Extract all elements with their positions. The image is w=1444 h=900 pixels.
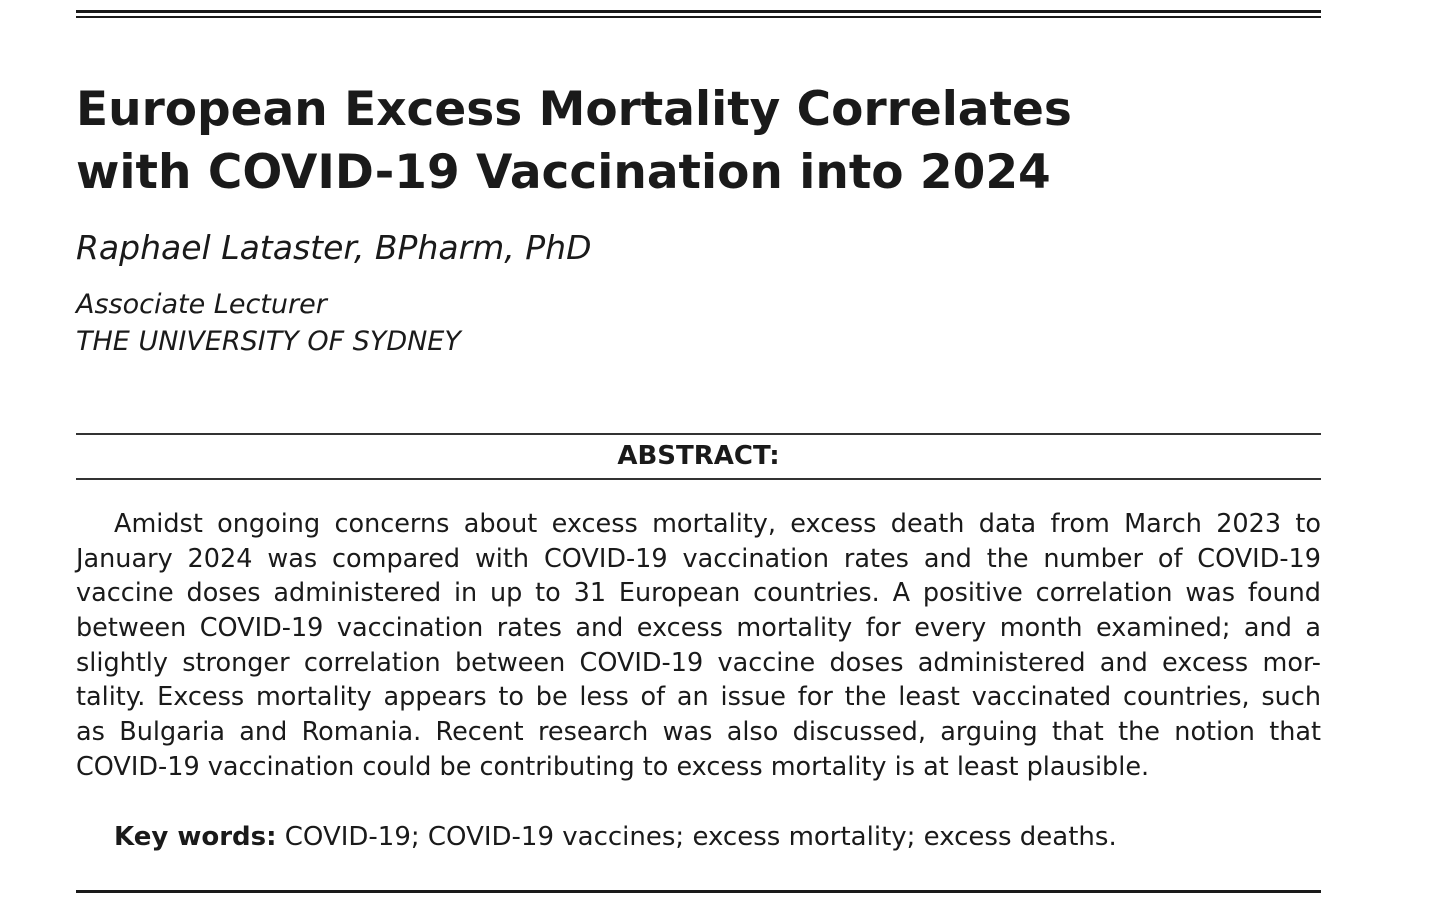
paper-title-line-2: with COVID-19 Vaccination into 2024 <box>76 145 1051 200</box>
abstract-heading: ABSTRACT: <box>617 441 780 471</box>
keywords <box>114 819 1117 855</box>
author-affiliation <box>76 286 461 360</box>
abstract-line: January 2024 was compared with COVID-19 vaccination rates and the number of COVID-19 <box>76 543 1321 574</box>
top-double-rule <box>76 10 1321 18</box>
affiliation-institution: THE UNIVERSITY OF SYDNEY <box>76 326 461 357</box>
abstract-body <box>76 507 1321 785</box>
abstract-line: Amidst ongoing concerns about excess mortality, excess death data from March 2023 to <box>114 509 1321 539</box>
paper-title <box>76 78 1321 204</box>
keywords-text: COVID-19; COVID-19 vaccines; excess mortality; excess deaths. <box>276 822 1117 852</box>
abstract-top-rule <box>76 433 1321 435</box>
abstract-line: vaccine doses administered in up to 31 European countries. A positive correlation was found <box>76 578 1321 609</box>
abstract-line: tality. Excess mortality appears to be less of an issue for the least vaccinated countries, such <box>76 682 1321 713</box>
abstract-line: slightly stronger correlation between COVID-19 vaccine doses administered and excess mor- <box>76 647 1321 678</box>
paper-page <box>76 0 1321 900</box>
abstract-line: as Bulgaria and Romania. Recent research was also discussed, arguing that the notion that <box>76 717 1321 748</box>
affiliation-position: Associate Lecturer <box>76 289 327 320</box>
paper-title-line-1: European Excess Mortality Correlates <box>76 82 1072 137</box>
abstract-line: COVID-19 vaccination could be contributing to excess mortality is at least plausible. <box>76 751 1150 782</box>
abstract-line: between COVID-19 vaccination rates and excess mortality for every month examined; and a <box>76 613 1321 644</box>
bottom-rule <box>76 890 1321 893</box>
author-name: Raphael Lataster, BPharm, PhD <box>76 228 592 267</box>
keywords-label: Key words: <box>114 822 277 852</box>
abstract-bottom-rule <box>76 478 1321 480</box>
